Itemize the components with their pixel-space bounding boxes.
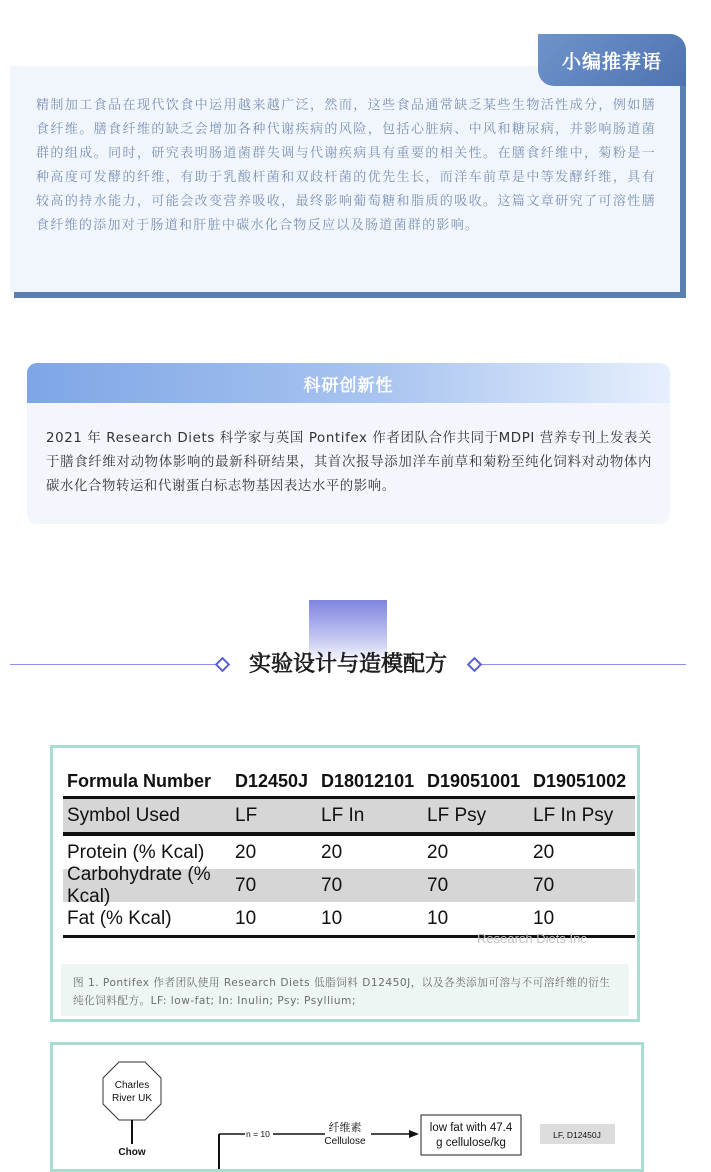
design-diagram-svg <box>53 1045 641 1169</box>
table-header-row <box>63 766 635 799</box>
table-cell: D19051001 <box>427 770 521 791</box>
diet-box-line1: low fat with 47.4 <box>429 1122 513 1134</box>
table-cell: LF In <box>321 804 365 826</box>
n-label: n = 10 <box>246 1129 270 1139</box>
table-cell: D18012101 <box>321 770 415 791</box>
heading-line-left <box>10 664 218 665</box>
formula-table <box>63 766 635 938</box>
table-cell: 10 <box>533 907 555 929</box>
table-cell: 10 <box>235 907 257 929</box>
table-cell: Carbohydrate (% Kcal) <box>67 863 211 907</box>
figure-2-design-diagram <box>50 1042 644 1172</box>
source-label-line2: River UK <box>111 1093 153 1104</box>
table-cell: 20 <box>533 841 555 863</box>
source-octagon <box>103 1062 161 1120</box>
chow-label: Chow <box>118 1147 146 1158</box>
table-cell: 70 <box>321 874 343 896</box>
table-cell: LF In Psy <box>533 804 614 826</box>
diamond-right-icon <box>467 657 483 673</box>
watermark: Research Diets Inc <box>477 931 587 946</box>
table-cell: LF Psy <box>427 804 487 826</box>
figure-1-formula-table <box>50 745 640 1022</box>
table-cell: 20 <box>321 841 343 863</box>
fiber-label-cn: 纤维素 <box>328 1122 362 1134</box>
editor-note-text: 精制加工食品在现代饮食中运用越来越广泛，然而，这些食品通常缺乏某些生物活性成分，例如膳食纤维。膳食纤维的缺乏会增加各种代谢疾病的风险，包括心脏病、中风和糖尿病，并影响肠道菌群的组成。同时，研究表明肠道菌群失调与代谢疾病具有重要的相关性。在膳食纤维中，菊粉是一种高度可发酵的纤维，有助于乳酸杆菌和双歧杆菌的优先生长，而洋车前草是中等发酵纤维，具有较高的持水能力，可能会改变营养吸收，最终影响葡萄糖和脂质的吸收。这篇文章研究了可溶性膳食纤维的添加对于肠道和肝脏中碳水化合物反应以及肠道菌群的影响。 <box>36 98 656 233</box>
table-row-symbol <box>63 799 635 836</box>
table-cell: 20 <box>427 841 449 863</box>
table-cell: Formula Number <box>67 770 212 791</box>
fiber-label-en: Cellulose <box>324 1136 366 1147</box>
innovation-card <box>27 363 670 524</box>
table-cell: 70 <box>235 874 257 896</box>
table-cell: D12450J <box>235 770 309 791</box>
source-label-line1: Charles <box>114 1080 150 1091</box>
table-row <box>63 863 635 907</box>
table-cell: 20 <box>235 841 257 863</box>
section-heading: 实验设计与造模配方 <box>248 652 447 677</box>
table-cell: Fat (% Kcal) <box>67 907 172 929</box>
figure-1-caption: 图 1. Pontifex 作者团队使用 Research Diets 低脂饲料 D12450J，以及各类添加可溶与不可溶纤维的衍生纯化饲料配方。LF: low-fat; In: Inulin; Psy: Psyllium; <box>61 964 629 1016</box>
table-cell: 70 <box>533 874 555 896</box>
table-cell: LF <box>235 804 258 826</box>
diet-code-label: LF, D12450J <box>553 1130 601 1140</box>
diet-box <box>421 1115 521 1155</box>
innovation-title: 科研创新性 <box>27 363 670 403</box>
table-cell: D19051002 <box>533 770 627 791</box>
table-cell: 70 <box>427 874 449 896</box>
editor-note-tab: 小编推荐语 <box>538 34 686 86</box>
table-cell: Protein (% Kcal) <box>67 841 205 863</box>
heading-line-right <box>480 664 686 665</box>
innovation-text: 2021 年 Research Diets 科学家与英国 Pontifex 作者团队合作共同于MDPI 营养专刊上发表关于膳食纤维对动物体影响的最新科研结果，其首次报导添加洋车前草和菊粉至纯化饲料对动物体内碳水化合物转运和代谢蛋白标志物基因表达水平的影响。 <box>46 431 652 494</box>
table-cell: Symbol Used <box>67 804 180 826</box>
arrow-head-icon <box>409 1130 419 1138</box>
table-cell: 10 <box>321 907 343 929</box>
table-cell: 10 <box>427 907 449 929</box>
diet-box-line2: g cellulose/kg <box>436 1137 506 1149</box>
